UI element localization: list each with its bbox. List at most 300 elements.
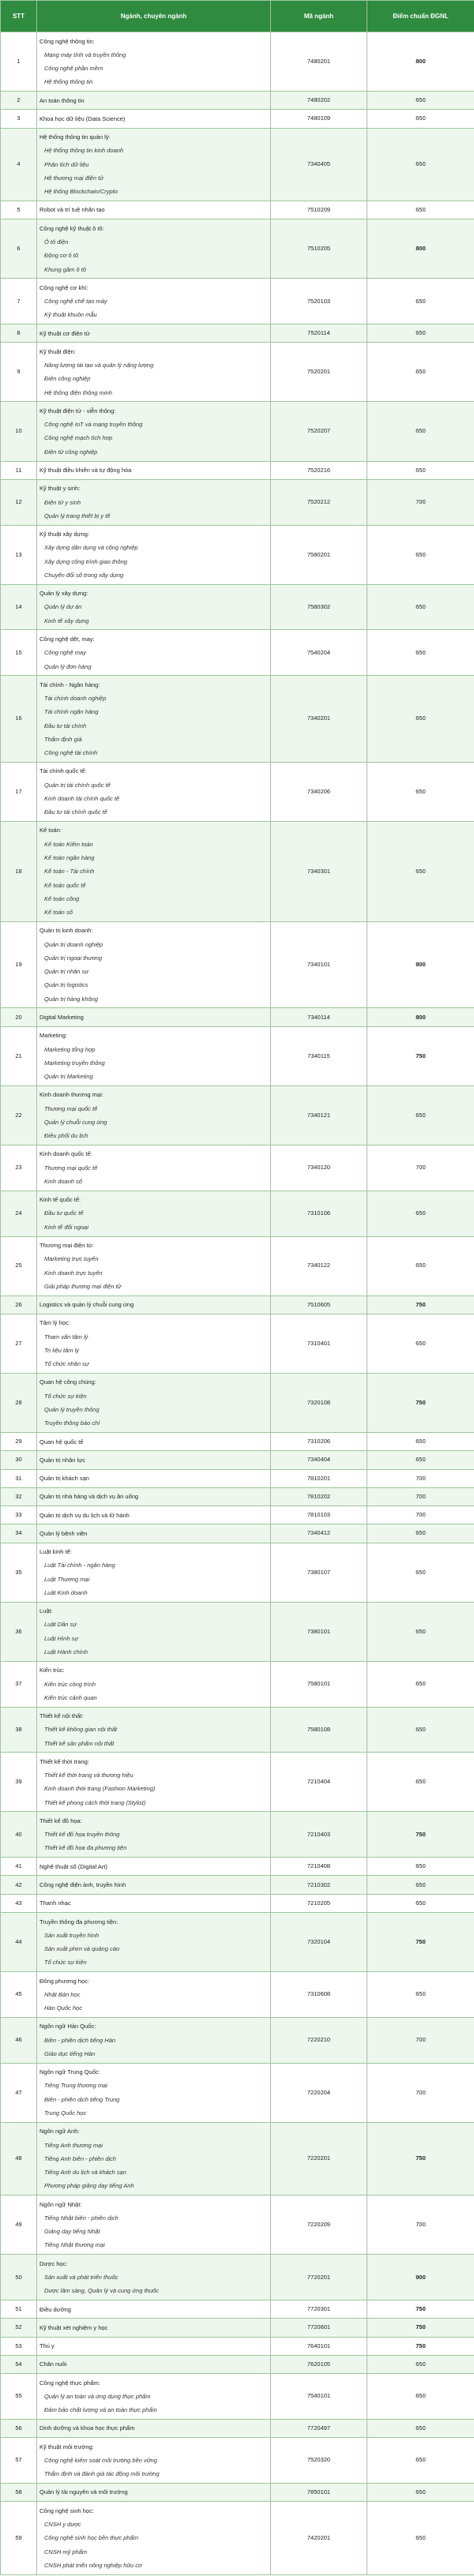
specialization-item: Thiết kế không gian nội thất [44,1726,118,1734]
row-major-code: 7520103 [271,279,367,324]
table-row [1,1451,474,1469]
row-major-code: 7640101 [271,2337,367,2355]
row-score: 650 [367,1451,474,1469]
major-name: Điều dưỡng [40,2305,71,2313]
major-name: Quan hệ công chúng: [40,1378,96,1386]
specialization-item: Hàn Quốc học [44,2004,82,2012]
row-stt: 24 [1,1191,37,1236]
table-body [1,32,474,2575]
row-score: 650 [367,1191,474,1236]
major-name: Quản trị nhà hàng và dịch vụ ăn uống [40,1493,139,1501]
row-stt: 4 [1,128,37,201]
major-name: Kỹ thuật xét nghiệm y học [40,2323,108,2331]
major-name: Kinh doanh quốc tế: [40,1150,92,1158]
table-row [1,1191,474,1236]
row-score: 650 [367,1876,474,1894]
row-major-cell [37,921,271,1008]
row-major-cell [37,2255,271,2300]
header-stt: STT [1,1,37,32]
row-major-cell [37,1373,271,1432]
specialization-item: Quản lý an toàn và ứng dụng thực phẩm [44,2392,151,2400]
specialization-item: Luật Thương mại [44,1575,90,1583]
specialization-item: Công nghệ kiểm soát môi trường bền vững [44,2456,157,2464]
major-name: Kỹ thuật điện tử - viễn thông: [40,407,116,414]
row-score: 650 [367,2355,474,2373]
row-major-cell [37,343,271,402]
row-major-cell [37,279,271,324]
row-score: 650 [367,676,474,763]
row-major-cell [37,1314,271,1373]
row-score: 700 [367,1145,474,1191]
table-row [1,2063,474,2122]
table-row [1,1086,474,1145]
row-major-code: 7340120 [271,1145,367,1191]
row-major-cell [37,1858,271,1876]
specialization-item: Quản lý chuỗi cung ứng [44,1118,107,1126]
row-score: 650 [367,630,474,676]
table-row [1,2419,474,2437]
row-major-code: 7310401 [271,1314,367,1373]
specialization-item: Sản xuất phim và quảng cáo [44,1945,120,1953]
row-major-code: 7310206 [271,1433,367,1451]
row-major-code: 7480201 [271,32,367,92]
row-stt: 58 [1,2483,37,2501]
row-score: 650 [367,2374,474,2420]
specialization-item: Mạng máy tính và truyền thông [44,51,126,58]
row-major-code: 7520201 [271,343,367,402]
row-stt: 5 [1,201,37,219]
row-stt: 19 [1,921,37,1008]
row-major-code: 7310106 [271,1191,367,1236]
specialization-item: Công nghệ sinh học bền thực phẩm [44,2534,139,2542]
table-row [1,402,474,461]
row-score: 750 [367,2122,474,2195]
table-row [1,1487,474,1505]
specialization-item: Biên - phiên dịch tiếng Trung [44,2095,120,2103]
row-major-cell [37,32,271,92]
table-row [1,1913,474,1972]
row-score: 650 [367,92,474,110]
row-score: 700 [367,1506,474,1524]
major-name: Công nghệ điện ảnh, truyền hình [40,1880,126,1888]
row-major-cell [37,402,271,461]
row-stt: 8 [1,324,37,343]
specialization-item: Điện công nghiệp [44,375,91,383]
row-major-code: 7210404 [271,1753,367,1812]
specialization-item: Điện tử y sinh [44,498,81,506]
row-stt: 52 [1,2319,37,2337]
specialization-item: Giảng dạy tiếng Nhật [44,2228,100,2236]
specialization-item: Tiếng Nhật biên - phiên dịch [44,2214,118,2222]
major-name: Nghệ thuật số (Digital Art) [40,1862,107,1870]
row-score: 800 [367,1008,474,1026]
table-row [1,32,474,92]
row-score: 650 [367,1753,474,1812]
row-score: 650 [367,2419,474,2437]
row-major-code: 7220209 [271,2195,367,2255]
row-score: 750 [367,1026,474,1086]
specialization-item: Quản lý đơn hàng [44,662,92,670]
specialization-item: Hệ thống thông tin [44,78,93,86]
row-score: 750 [367,1295,474,1314]
header-score: Điểm chuẩn ĐGNL [367,1,474,32]
specialization-item: Kinh doanh trực tuyến [44,1269,103,1277]
row-major-code: 7420201 [271,2502,367,2574]
specialization-item: Công nghệ tài chính [44,749,98,757]
row-major-code: 7320108 [271,1373,367,1432]
major-name: Dinh dưỡng và khoa học thực phẩm [40,2424,135,2432]
row-major-cell [37,1913,271,1972]
major-name: Logistics và quản lý chuỗi cung ứng [40,1301,134,1309]
row-major-code: 7340114 [271,1008,367,1026]
table-row [1,921,474,1008]
specialization-item: Tiếng Anh du lịch và khách sạn [44,2169,126,2177]
row-major-cell [37,1145,271,1191]
row-stt: 31 [1,1469,37,1487]
major-name: Thiết kế đồ họa: [40,1817,82,1824]
major-name: Kiến trúc: [40,1667,65,1674]
specialization-item: Tài chính doanh nghiệp [44,695,107,703]
major-name: Thiết kế nội thất: [40,1712,84,1720]
table-row [1,2017,474,2063]
row-major-cell [37,1026,271,1086]
row-major-code: 7220201 [271,2122,367,2195]
row-score: 750 [367,2319,474,2337]
table-row [1,1145,474,1191]
row-major-code: 7580302 [271,584,367,630]
table-row [1,1236,474,1295]
row-major-code: 7540204 [271,630,367,676]
specialization-item: Thẩm định giá [44,735,82,743]
row-major-cell [37,1894,271,1912]
table-row [1,1876,474,1894]
row-score: 650 [367,1602,474,1661]
row-major-code: 7720301 [271,2300,367,2319]
major-name: Thú y [40,2342,55,2350]
row-stt: 18 [1,821,37,921]
row-major-code: 7520320 [271,2438,367,2484]
row-stt: 16 [1,676,37,763]
table-row [1,2374,474,2420]
row-score: 650 [367,2483,474,2501]
row-major-code: 7580201 [271,525,367,584]
row-major-code: 7340101 [271,921,367,1008]
row-major-cell [37,1543,271,1602]
table-row [1,2502,474,2574]
row-score: 700 [367,2017,474,2063]
row-major-cell [37,2195,271,2255]
row-stt: 35 [1,1543,37,1602]
row-major-code: 7340412 [271,1524,367,1543]
row-major-cell [37,110,271,128]
row-major-code: 7720201 [271,2255,367,2300]
specialization-item: Xây dựng công trình giao thông [44,557,127,565]
major-name: Tài chính - Ngân hàng: [40,681,100,688]
row-stt: 53 [1,2337,37,2355]
table-row [1,479,474,525]
row-stt: 59 [1,2502,37,2574]
specialization-item: Công nghệ phần mềm [44,65,103,73]
row-major-cell [37,1661,271,1707]
table-row [1,201,474,219]
table-row [1,1894,474,1912]
row-major-cell [37,1506,271,1524]
specialization-item: Hệ thương mại điện tử [44,174,103,182]
row-stt: 3 [1,110,37,128]
row-major-cell [37,2355,271,2373]
major-name: Luật kinh tế: [40,1548,72,1556]
specialization-item: Quản lý trang thiết bị y tế [44,512,111,519]
row-stt: 50 [1,2255,37,2300]
major-name: Quản trị nhân lực [40,1456,85,1464]
table-row [1,128,474,201]
specialization-item: Marketing truyền thông [44,1059,105,1067]
major-name: Kỹ thuật điện: [40,347,76,355]
specialization-item: Kế toán quốc tế [44,881,86,889]
row-score: 650 [367,1433,474,1451]
specialization-item: Điện tử công nghiệp [44,448,98,456]
table-row [1,1506,474,1524]
specialization-item: Hệ thống Blockchain/Crypto [44,188,118,196]
specialization-item: Năng lượng tái tạo và quản lý năng lượng [44,362,154,369]
row-major-code: 7210408 [271,1858,367,1876]
specialization-item: Công nghệ IoT và mạng truyền thông [44,421,143,429]
row-score: 650 [367,2502,474,2574]
row-major-code: 7810202 [271,1487,367,1505]
row-major-code: 7210302 [271,1876,367,1894]
major-name: Công nghệ thực phẩm: [40,2379,100,2387]
major-name: Quản lý xây dựng: [40,590,88,598]
specialization-item: Tiếng Anh biên - phiên dịch [44,2154,116,2162]
row-stt: 9 [1,343,37,402]
row-major-code: 7620105 [271,2355,367,2373]
row-stt: 20 [1,1008,37,1026]
row-major-code: 7220210 [271,2017,367,2063]
specialization-item: CNSH mỹ phẩm [44,2548,88,2555]
row-major-cell [37,2319,271,2337]
row-major-code: 7520207 [271,402,367,461]
row-major-code: 7850101 [271,2483,367,2501]
row-major-cell [37,1487,271,1505]
row-score: 650 [367,762,474,821]
specialization-item: Hệ thống điện thông minh [44,388,112,396]
row-major-cell [37,461,271,479]
specialization-item: Thiết kế phong cách thời trang (Stylist) [44,1798,146,1806]
specialization-item: Luật Hình sự [44,1634,79,1642]
row-score: 800 [367,32,474,92]
row-major-cell [37,92,271,110]
specialization-item: Kế toán ngân hàng [44,854,95,862]
row-major-cell [37,676,271,763]
specialization-item: Thương mại quốc tế [44,1104,98,1112]
specialization-item: Quản lý dự án [44,603,82,611]
specialization-item: Kiến trúc cảnh quan [44,1693,97,1701]
specialization-item: Đảm bảo chất lượng và an toàn thực phẩm [44,2406,157,2414]
specialization-item: Tiếng Trung thương mại [44,2082,107,2090]
table-row [1,1753,474,1812]
row-stt: 43 [1,1894,37,1912]
row-stt: 23 [1,1145,37,1191]
row-major-cell [37,1753,271,1812]
specialization-item: Sản xuất và phát triển thuốc [44,2273,118,2281]
specialization-item: Công nghệ may [44,649,86,657]
major-name: Chăn nuôi [40,2360,67,2368]
row-major-code: 7720601 [271,2319,367,2337]
row-stt: 48 [1,2122,37,2195]
row-major-cell [37,1008,271,1026]
row-score: 650 [367,1972,474,2018]
major-name: Luật: [40,1607,53,1615]
specialization-item: Thiết kế đồ họa truyền thông [44,1831,120,1839]
specialization-item: Quản trị tài chính quốc tế [44,781,111,789]
specialization-item: Công nghệ chế tạo máy [44,298,107,306]
table-row [1,2319,474,2337]
row-major-cell [37,630,271,676]
row-stt: 45 [1,1972,37,2018]
table-row [1,1972,474,2018]
specialization-item: Trung Quốc học [44,2109,87,2117]
table-row [1,1026,474,1086]
row-major-cell [37,1812,271,1858]
row-stt: 13 [1,525,37,584]
major-name: Khoa học dữ liệu (Data Science) [40,114,126,122]
specialization-item: Kế toán công [44,894,80,902]
row-stt: 51 [1,2300,37,2319]
row-major-cell [37,324,271,343]
specialization-item: Quản trị logistics [44,981,88,989]
row-stt: 14 [1,584,37,630]
table-row [1,2122,474,2195]
table-row [1,525,474,584]
table-row [1,2255,474,2300]
row-stt: 39 [1,1753,37,1812]
major-name: Thiết kế thời trang: [40,1757,89,1765]
header-row [1,1,474,32]
row-score: 750 [367,1913,474,1972]
specialization-item: Marketing trực tuyến [44,1255,99,1263]
row-major-cell [37,2502,271,2574]
row-stt: 21 [1,1026,37,1086]
specialization-item: Kinh doanh tài chính quốc tế [44,794,120,802]
specialization-item: Dược lâm sàng, Quản lý và cung ứng thuốc [44,2287,159,2295]
specialization-item: Quản trị nhân sự [44,968,89,976]
specialization-item: Tài chính ngân hàng [44,708,99,716]
table-row [1,110,474,128]
row-score: 750 [367,2337,474,2355]
row-stt: 2 [1,92,37,110]
row-stt: 55 [1,2374,37,2420]
row-stt: 6 [1,219,37,279]
specialization-item: Biên - phiên dịch tiếng Hàn [44,2036,116,2044]
specialization-item: Tổ chức sự kiện [44,1392,87,1400]
row-score: 650 [367,1661,474,1707]
row-major-code: 7810103 [271,1506,367,1524]
specialization-item: Quản trị hàng không [44,995,98,1003]
row-major-cell [37,2374,271,2420]
row-major-code: 7510209 [271,201,367,219]
specialization-item: Luật Hành chính [44,1648,88,1655]
specialization-item: Kinh tế đối ngoại [44,1223,88,1231]
row-score: 650 [367,584,474,630]
table-row [1,1707,474,1753]
table-row [1,324,474,343]
specialization-item: Xây dựng dân dụng và công nghiệp [44,544,138,552]
major-name: Quản trị dịch vụ du lịch và lữ hành [40,1511,130,1519]
specialization-item: Thiết kế đồ họa đa phương tiện [44,1844,127,1852]
row-score: 650 [367,402,474,461]
row-major-cell [37,584,271,630]
row-major-code: 7810201 [271,1469,367,1487]
row-major-cell [37,2063,271,2122]
table-row [1,1469,474,1487]
row-major-cell [37,762,271,821]
specialization-item: Quản trị ngoại thương [44,954,103,962]
row-stt: 56 [1,2419,37,2437]
row-score: 650 [367,461,474,479]
table-row [1,1314,474,1373]
row-major-cell [37,1086,271,1145]
row-major-code: 7510205 [271,219,367,279]
major-name: Công nghệ cơ khí: [40,283,88,291]
specialization-item: Điều phối du lịch [44,1132,88,1140]
major-name: Kỹ thuật y sinh: [40,485,81,493]
row-major-code: 7580101 [271,1661,367,1707]
row-score: 650 [367,1894,474,1912]
specialization-item: Thương mại quốc tế [44,1164,98,1172]
row-score: 800 [367,921,474,1008]
specialization-item: Kế toán - Tài chính [44,868,95,876]
major-name: Dược học: [40,2259,68,2267]
table-row [1,821,474,921]
table-row [1,1295,474,1314]
row-stt: 54 [1,2355,37,2373]
specialization-item: Luật Dân sự [44,1621,77,1629]
row-major-cell [37,1236,271,1295]
specialization-item: CNSH phát triển nông nghiệp hữu cơ [44,2561,142,2569]
table-row [1,92,474,110]
row-stt: 22 [1,1086,37,1145]
row-stt: 26 [1,1295,37,1314]
row-stt: 1 [1,32,37,92]
row-major-cell [37,821,271,921]
row-stt: 12 [1,479,37,525]
table-header [1,1,474,32]
major-name: An toàn thông tin [40,96,85,104]
row-score: 700 [367,2063,474,2122]
table-row [1,279,474,324]
major-name: Ngôn ngữ Trung Quốc: [40,2068,100,2076]
row-major-code: 7520212 [271,479,367,525]
row-major-cell [37,2337,271,2355]
row-score: 750 [367,1812,474,1858]
row-major-code: 7510605 [271,1295,367,1314]
row-major-code: 7380101 [271,1602,367,1661]
row-major-cell [37,2300,271,2319]
row-stt: 34 [1,1524,37,1543]
specialization-item: Quản trị doanh nghiệp [44,940,103,948]
table-row [1,2355,474,2373]
table-row [1,1602,474,1661]
table-row [1,1543,474,1602]
row-stt: 32 [1,1487,37,1505]
row-stt: 7 [1,279,37,324]
row-score: 650 [367,1524,474,1543]
row-major-cell [37,1191,271,1236]
row-stt: 17 [1,762,37,821]
specialization-item: Kinh tế xây dựng [44,617,89,624]
specialization-item: Kiến trúc công trình [44,1680,96,1688]
row-major-cell [37,1602,271,1661]
